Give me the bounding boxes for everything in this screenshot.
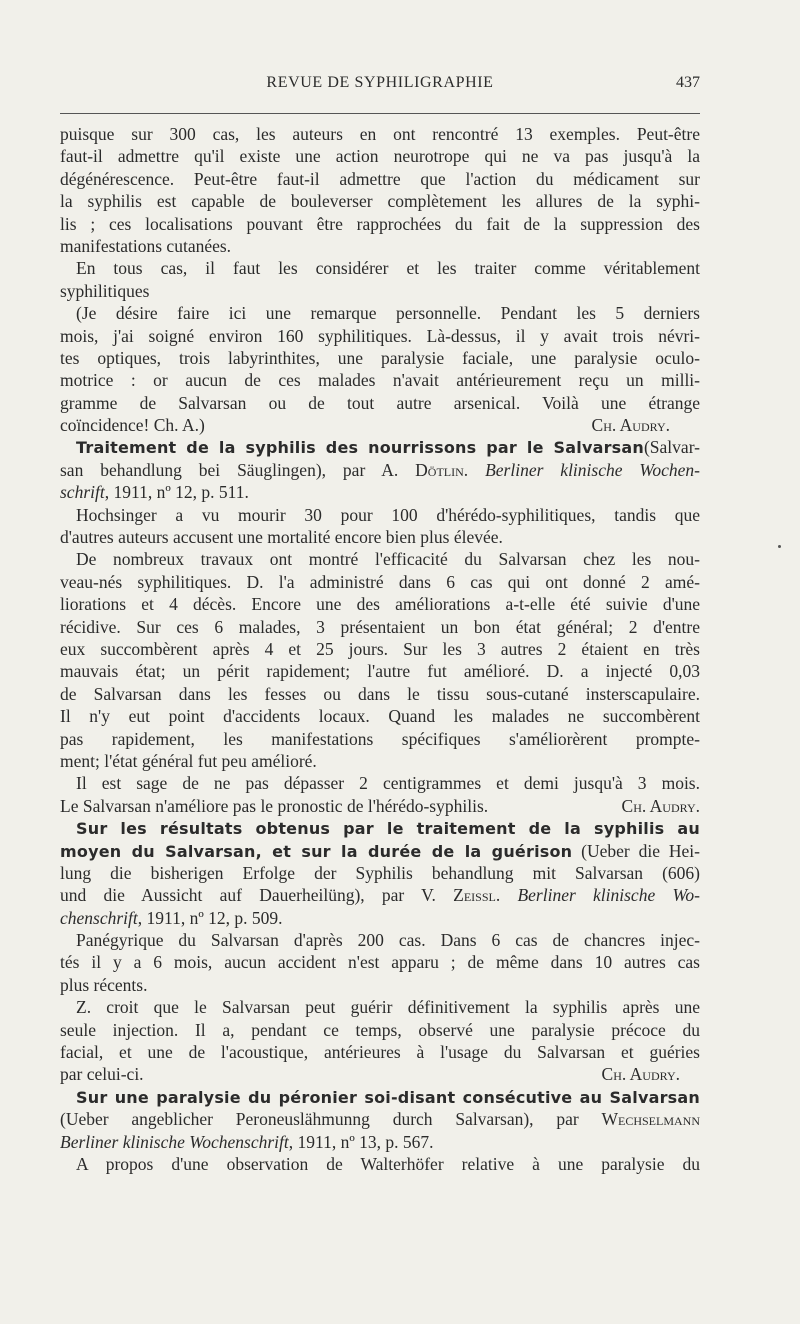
reference-text: (Salvar- (643, 437, 700, 458)
journal-name: Berliner klinische Wo- (517, 885, 700, 906)
running-title: REVUE DE SYPHILIGRAPHIE (266, 74, 494, 91)
journal-name: Berliner klinische Wochenschrift (60, 1131, 289, 1152)
text-line: plus récents. (60, 974, 148, 995)
text-line: mauvais état; un périt rapidement; l'autre fut amélioré. D. a injecté 0,03 (60, 661, 700, 682)
text-line: tes optiques, trois labyrinthites, une paralysie faciale, une paralysie oculo- (60, 347, 700, 368)
article (60, 817, 700, 1086)
text-line: d'autres auteurs accusent une mortalité encore bien plus élevée. (60, 527, 503, 548)
closing-text: Le Salvarsan n'améliore pas le pronostic de l'hérédo-syphilis. (60, 795, 489, 816)
reference-line (60, 1108, 700, 1130)
text-line: pas rapidement, les manifestations spécifiques s'améliorèrent prompte- (60, 728, 700, 749)
reference-line: lung die bisherigen Erfolge der Syphilis behandlung mit Salvarsan (606) (60, 862, 700, 883)
body-text (60, 123, 700, 1175)
reference-line (60, 884, 700, 906)
text-line: manifestations cutanées. (60, 235, 232, 256)
reference-text: (Ueber angeblicher Peroneuslähmunng durch Salvarsan), par (60, 1109, 602, 1130)
closing-text: coïncidence! Ch. A.) (60, 415, 205, 436)
reference-line (60, 907, 700, 929)
article-title: moyen du Salvarsan, et sur la durée de la guérison (60, 841, 573, 861)
citation-details: , 1911, nº 12, p. 509. (137, 907, 283, 928)
running-header (60, 74, 700, 98)
text-line: dégénérescence. Peut-être faut-il admettre que l'action du médicament sur (60, 168, 700, 189)
text-line: lis ; ces localisations pouvant être rapprochées du fait de la suppression des (60, 213, 700, 234)
author-name: Dötlin (415, 459, 464, 480)
separator: . (463, 459, 486, 480)
reference-text: (Ueber die Hei- (572, 840, 700, 861)
text-line: eux succombèrent après 4 et 25 jours. Sur les 3 autres 2 étaient en très (60, 638, 700, 659)
text-line: puisque sur 300 cas, les auteurs en ont rencontré 13 exemples. Peut-être (60, 124, 700, 144)
text-line: ment; l'état général fut peu amélioré. (60, 750, 317, 771)
journal-name: Berliner klinische Wochen- (485, 459, 700, 480)
reference-line (60, 1131, 700, 1153)
text-line: tés il y a 6 mois, aucun accident n'est apparu ; de même dans 10 autres cas (60, 952, 700, 973)
text-line: syphilitiques (60, 280, 150, 301)
reference-line (60, 481, 700, 503)
text-line: En tous cas, il faut les considérer et les traiter comme véritablement (76, 258, 700, 279)
text-line: gramme de Salvarsan ou de tout autre arsenical. Voilà une étrange (60, 392, 700, 413)
signature: Ch. Audry. (621, 795, 700, 816)
text-line: A propos d'une observation de Walterhöfer relative à une paralysie du (76, 1153, 700, 1174)
header-rule (60, 113, 700, 114)
text-line: veau-nés syphilitiques. D. l'a administré dans 6 cas qui ont donné 2 amé- (60, 571, 700, 592)
article-title: Sur une paralysie du péronier soi-disant consécutive au Salvarsan (76, 1087, 700, 1107)
text-line: de Salvarsan dans les fesses ou dans le tissu sous-cutané insterscapulaire. (60, 683, 700, 704)
text-line: liorations et 4 décès. Encore une des améliorations a-t-elle été suivie d'une (60, 594, 700, 615)
paragraph (60, 302, 700, 436)
text-line (60, 1063, 700, 1085)
citation-details: , 1911, nº 13, p. 567. (288, 1131, 434, 1152)
text-line: Hochsinger a vu mourir 30 pour 100 d'hérédo-syphilitiques, tandis que (76, 504, 700, 525)
text-line: seule injection. Il a, pendant ce temps, observé une paralysie précoce du (60, 1019, 700, 1040)
article (60, 1086, 700, 1176)
text-line: (Je désire faire ici une remarque personnelle. Pendant les 5 derniers (76, 303, 700, 324)
article-heading-line (60, 436, 700, 458)
text-line: facial, et une de l'acoustique, antérieures à l'usage du Salvarsan et guéries (60, 1042, 700, 1063)
citation-details: , 1911, nº 12, p. 511. (104, 482, 249, 503)
signature: Ch. Audry. (601, 1064, 680, 1085)
text-line: mois, j'ai soigné environ 160 syphilitiques. Là-dessus, il y avait trois névri- (60, 325, 700, 346)
article (60, 436, 700, 817)
text-line: motrice : or aucun de ces malades n'avait antérieurement reçu un milli- (60, 370, 700, 391)
paragraph (60, 123, 700, 257)
article-title: Traitement de la syphilis des nourrissons par le Salvarsan (76, 438, 644, 458)
page-number: 437 (676, 74, 700, 91)
text-line: Z. croit que le Salvarsan peut guérir définitivement la syphilis après une (76, 997, 700, 1018)
reference-line (60, 459, 700, 481)
signature: Ch. Audry. (591, 415, 670, 436)
author-name: Zeissl (453, 885, 496, 906)
closing-text: par celui-ci. (60, 1064, 144, 1085)
text-line: Panégyrique du Salvarsan d'après 200 cas. Dans 6 cas de chancres injec- (76, 930, 700, 951)
text-line: Il n'y eut point d'accidents locaux. Quand les malades ne succombèrent (60, 706, 700, 727)
text-line (60, 795, 700, 817)
article-heading-line (60, 840, 700, 862)
text-line: De nombreux travaux ont montré l'efficacité du Salvarsan chez les nou- (76, 549, 700, 570)
text-line: récidive. Sur ces 6 malades, 3 présentaient un bon état général; 2 d'entre (60, 616, 700, 637)
margin-speck (778, 545, 781, 548)
text-line (60, 414, 700, 436)
article-title: Sur les résultats obtenus par le traitement de la syphilis au (76, 819, 700, 839)
reference-text: und die Aussicht auf Dauerheilüng), par V. (60, 885, 454, 906)
journal-name: chenschrift (60, 907, 138, 928)
text-line: la syphilis est capable de bouleverser complètement les allures de la syphi- (60, 191, 700, 212)
article-heading-line (60, 817, 700, 839)
article-heading-line (60, 1086, 700, 1108)
separator: . (495, 885, 518, 906)
journal-name: schrift (60, 482, 105, 503)
reference-text: san behandlung bei Säuglingen), par A. (60, 459, 416, 480)
text-line: Il est sage de ne pas dépasser 2 centigrammes et demi jusqu'à 3 mois. (76, 773, 700, 794)
author-name: Wechselmann (601, 1109, 700, 1130)
text-line: faut-il admettre qu'il existe une action neurotrope qui ne va pas jusqu'à la (60, 146, 700, 167)
paragraph (60, 257, 700, 302)
